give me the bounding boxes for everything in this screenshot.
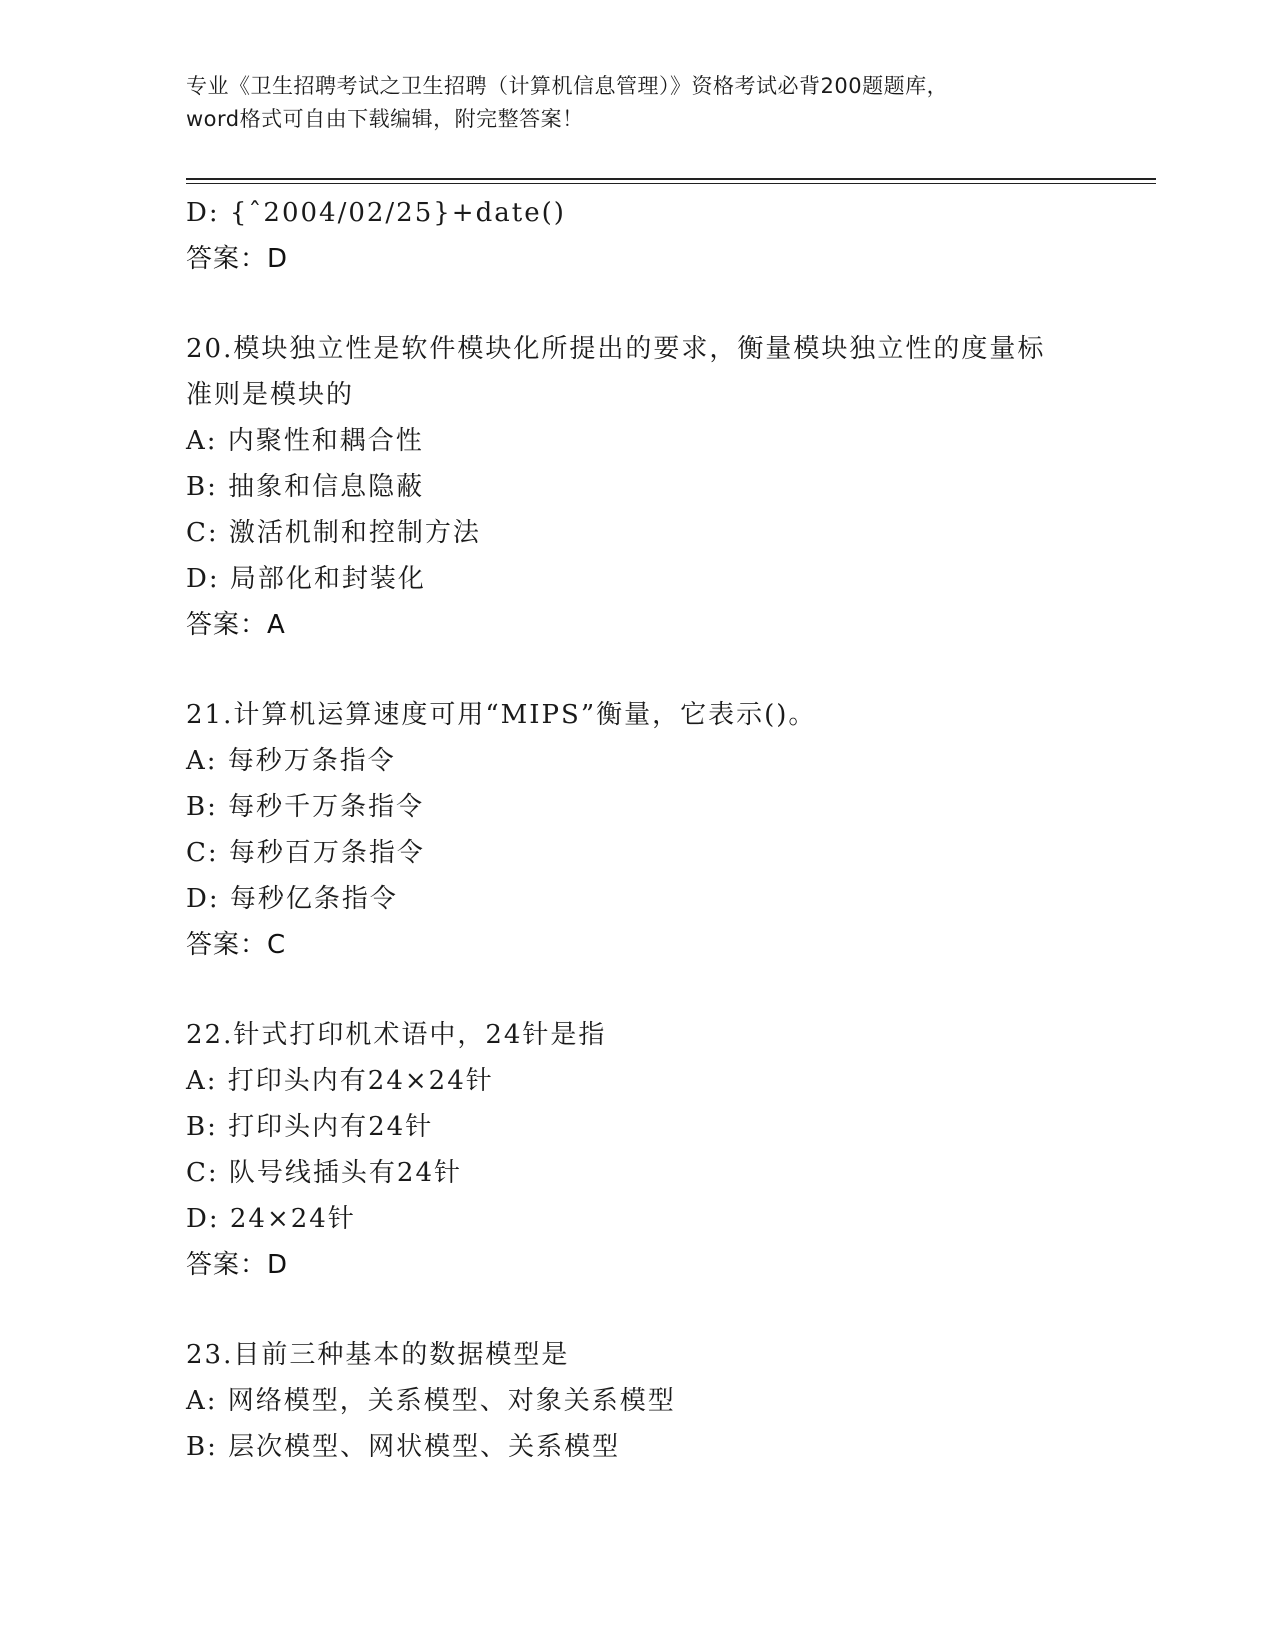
option-d: D: 24×24针 <box>186 1204 356 1234</box>
option-b: B: 每秒千万条指令 <box>186 792 425 822</box>
question-stem-line-1: 23.目前三种基本的数据模型是 <box>186 1340 570 1370</box>
carryover-option-d: D: {ˆ2004/02/25}+date() <box>186 198 566 228</box>
option-a: A: 网络模型，关系模型、对象关系模型 <box>186 1386 676 1416</box>
spacer <box>186 648 1086 692</box>
carryover-answer: 答案：D <box>186 244 289 274</box>
answer-line: 答案：A <box>186 610 286 640</box>
question-stem-line-1: 22.针式打印机术语中，24针是指 <box>186 1020 607 1050</box>
option-b: B: 层次模型、网状模型、关系模型 <box>186 1432 621 1462</box>
question-22 <box>186 1012 1086 1288</box>
option-a: A: 内聚性和耦合性 <box>186 426 424 456</box>
question-stem-line-2: 准则是模块的 <box>186 380 355 410</box>
option-c: C: 激活机制和控制方法 <box>186 518 481 548</box>
spacer <box>186 968 1086 1012</box>
option-b: B: 打印头内有24针 <box>186 1112 434 1142</box>
option-a: A: 打印头内有24×24针 <box>186 1066 494 1096</box>
option-d: D: 每秒亿条指令 <box>186 884 398 914</box>
question-stem-line-1: 20.模块独立性是软件模块化所提出的要求，衡量模块独立性的度量标 <box>186 334 1046 364</box>
answer-line: 答案：D <box>186 1250 289 1280</box>
option-b: B: 抽象和信息隐蔽 <box>186 472 425 502</box>
header-line-2: word格式可自由下载编辑，附完整答案！ <box>186 107 584 131</box>
question-20 <box>186 326 1086 648</box>
header-line-1: 专业《卫生招聘考试之卫生招聘（计算机信息管理）》资格考试必背200题题库， <box>186 74 949 98</box>
document-header <box>186 70 1086 136</box>
answer-line: 答案：C <box>186 930 287 960</box>
header-rule-thick <box>186 178 1156 180</box>
option-c: C: 队号线插头有24针 <box>186 1158 463 1188</box>
option-d: D: 局部化和封装化 <box>186 564 426 594</box>
spacer <box>186 282 1086 326</box>
question-21 <box>186 692 1086 968</box>
question-body <box>186 190 1086 1470</box>
option-a: A: 每秒万条指令 <box>186 746 396 776</box>
spacer <box>186 1288 1086 1332</box>
question-stem-line-1: 21.计算机运算速度可用“MIPS”衡量，它表示()。 <box>186 700 817 730</box>
question-23 <box>186 1332 1086 1470</box>
option-c: C: 每秒百万条指令 <box>186 838 425 868</box>
header-rule-thin <box>186 183 1156 184</box>
